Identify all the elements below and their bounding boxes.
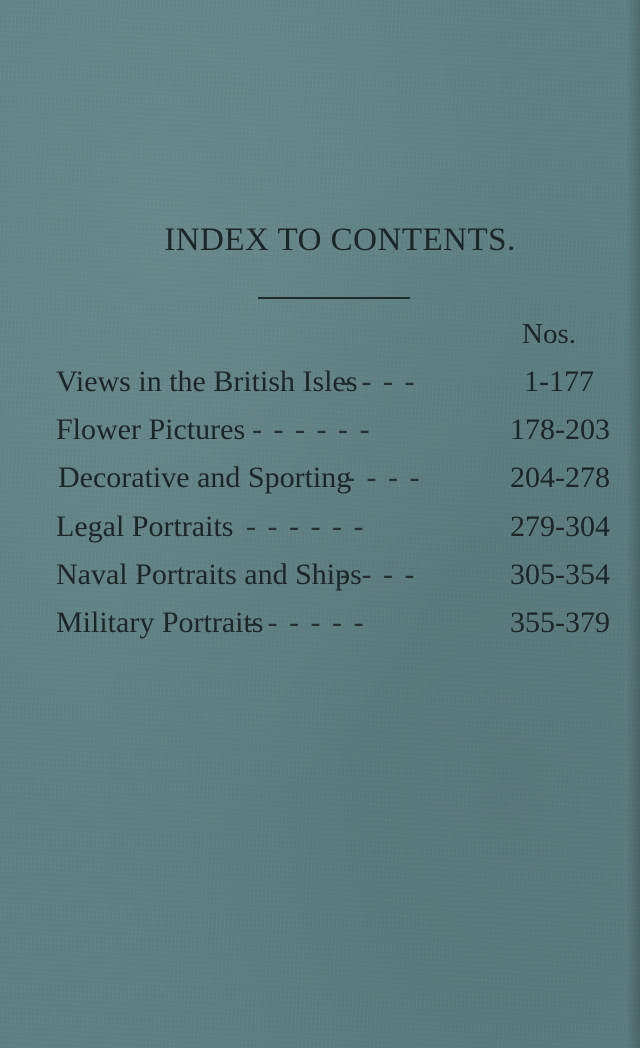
entry-number-range: 279-304 bbox=[510, 510, 610, 543]
entry-label: Views in the British Isles bbox=[56, 365, 358, 398]
entry-number-range: 1-177 bbox=[524, 365, 594, 398]
entry-number-range: 355-379 bbox=[510, 606, 610, 639]
contents-entry bbox=[0, 365, 640, 409]
entry-number-range: 178-203 bbox=[510, 413, 610, 446]
entry-label: Military Portraits bbox=[56, 606, 264, 639]
numbers-column-header: Nos. bbox=[522, 318, 576, 350]
dot-leaders: - - - - bbox=[345, 461, 422, 494]
title-underline-rule bbox=[258, 297, 410, 299]
entry-number-range: 204-278 bbox=[510, 461, 610, 494]
contents-entry bbox=[0, 606, 640, 650]
dot-leaders: - - - - - - bbox=[252, 413, 372, 446]
dot-leaders: - - - - - - bbox=[246, 606, 366, 639]
dot-leaders: - - - - bbox=[340, 365, 417, 398]
entry-label: Decorative and Sporting bbox=[58, 461, 352, 494]
entry-label: Naval Portraits and Ships bbox=[56, 558, 362, 591]
contents-entry bbox=[0, 413, 640, 457]
contents-entry bbox=[0, 510, 640, 554]
entry-number-range: 305-354 bbox=[510, 558, 610, 591]
dot-leaders: - - - - - - bbox=[246, 510, 366, 543]
contents-entry bbox=[0, 558, 640, 602]
entry-label: Flower Pictures bbox=[56, 413, 246, 446]
contents-entry bbox=[0, 461, 640, 505]
page-title: INDEX TO CONTENTS. bbox=[164, 222, 516, 258]
entry-label: Legal Portraits bbox=[56, 510, 234, 543]
dot-leaders: - - - - bbox=[340, 558, 417, 591]
